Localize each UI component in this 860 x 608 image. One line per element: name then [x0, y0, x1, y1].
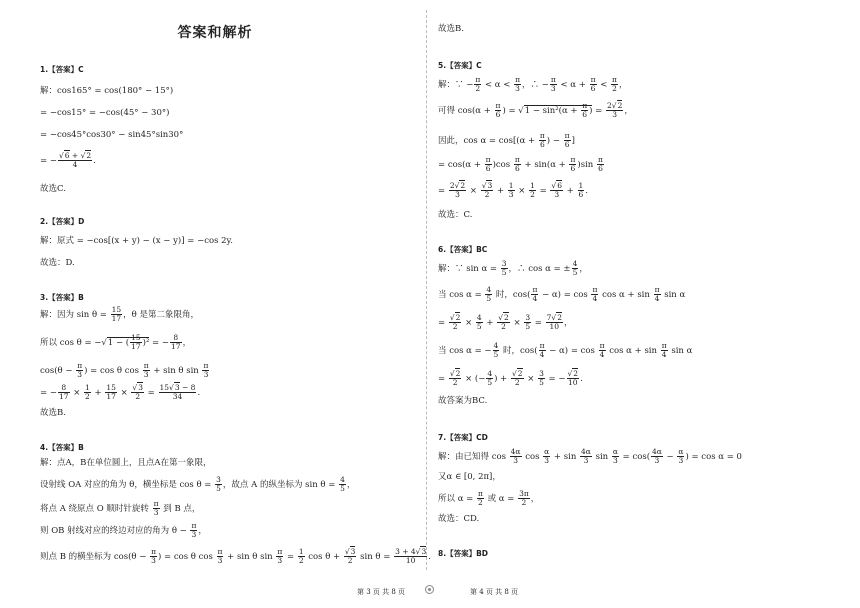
solution-line: 则 OB 射线对应的终边对应的角为 θ − $\frac{\pi}{3}$ ，: [40, 521, 207, 539]
solution-line: = −cos15° = −cos(45° − 30°): [40, 108, 170, 118]
solution-line: = − $\frac{√6 + √2}{4}$ .: [40, 151, 96, 169]
answer-heading: 5.【答案】C: [438, 61, 482, 70]
solution-line: 解：因为 sin θ = $\frac{15}{17}$ ，θ 是第二象限角，: [40, 305, 199, 323]
solution-line: = $\frac{√2}{2}$ × $\frac{4}{5}$ + $\frac{√2}{2}$ × $\frac{3}{5}$ = $\frac{7√2}{10}$ ，: [438, 313, 573, 331]
page-divider: [426, 10, 428, 570]
solution-line: 解：∵ − $\frac{\pi}{2}$ < α < $\frac{\pi}{3}$ ，∴ − $\frac{\pi}{3}$ < α + $\frac{\pi}{6}$ < $\frac{\pi}{2}$ ，: [438, 75, 628, 93]
solution-line: cos(θ − $\frac{\pi}{3}$ ) = cos θ cos $\frac{\pi}{3}$ + sin θ sin $\frac{\pi}{3}$: [40, 361, 209, 379]
solution-line: = −cos45°cos30° − sin45°sin30°: [40, 130, 184, 140]
solution-line: 所以 α = $\frac{\pi}{2}$ 或 α = $\frac{3\pi}{2}$ ，: [438, 489, 540, 507]
solution-line: = $\frac{2√2}{3}$ × $\frac{√3}{2}$ + $\frac{1}{3}$ × $\frac{1}{2}$ = $\frac{√6}{3}$ + $\frac{1}{6}$ .: [438, 181, 588, 199]
solution-line: 故选：D.: [40, 258, 75, 268]
solution-line: 故答案为BC.: [438, 396, 488, 406]
answer-heading: 1.【答案】C: [40, 65, 84, 74]
answer-heading: 8.【答案】BD: [438, 549, 489, 558]
solution-line: 因此，cos α = cos[(α + $\frac{\pi}{6}$ ) − $\frac{\pi}{6}$ ]: [438, 131, 575, 149]
solution-line: = − $\frac{8}{17}$ × $\frac{1}{2}$ + $\frac{15}{17}$ × $\frac{√3}{2}$ = $\frac{15√3 - 8}{34}$ .: [40, 383, 201, 401]
solution-line: 故选B.: [40, 408, 66, 418]
solution-line: 解：cos165° = cos(180° − 15°): [40, 86, 174, 96]
solution-line: 当 cos α = − $\frac{4}{5}$ 时，cos( $\frac{\pi}{4}$ − α) = cos $\frac{\pi}{4}$ cos α + sin $\frac{\pi}{4}$ sin α: [438, 341, 693, 359]
solution-line: 又α ∈ [0, 2π]，: [438, 472, 501, 482]
footer-page-right: 第 4 页 共 8 页: [470, 588, 519, 596]
page-center-marker-icon: [425, 585, 434, 594]
footer-page-left: 第 3 页 共 8 页: [357, 588, 406, 596]
solution-line: 故选：C.: [438, 210, 473, 220]
solution-line: 故选：CD.: [438, 514, 480, 524]
answer-heading: 3.【答案】B: [40, 293, 84, 302]
answer-heading: 6.【答案】BC: [438, 245, 488, 254]
answer-heading: 2.【答案】D: [40, 217, 85, 226]
solution-line: 可得 cos(α + $\frac{\pi}{6}$ ) = √1 − sin²(α + $\frac{\pi}{6}$ ) = $\frac{2√2}{3}$ ，: [438, 101, 633, 119]
solution-line: 故选B.: [438, 24, 464, 34]
solution-line: 解：由已知得 cos $\frac{4\alpha}{3}$ cos $\frac{\alpha}{3}$ + sin $\frac{4\alpha}{3}$ sin $\frac{\alpha}{3}$ = cos( $\frac{4\alpha}{3}$ − $\frac{\alpha}{3}$ ) = cos α = 0: [438, 447, 742, 465]
solution-line: = $\frac{√2}{2}$ × (− $\frac{4}{5}$ ) + $\frac{√2}{2}$ × $\frac{3}{5}$ = − $\frac{√2}{10}$ .: [438, 369, 583, 387]
solution-line: 解：∵ sin α = $\frac{3}{5}$ ，∴ cos α = ± $\frac{4}{5}$ ，: [438, 259, 588, 277]
solution-line: 当 cos α = $\frac{4}{5}$ 时，cos( $\frac{\pi}{4}$ − α) = cos $\frac{\pi}{4}$ cos α + sin $\frac{\pi}{4}$ sin α: [438, 285, 686, 303]
solution-line: 故选C.: [40, 184, 66, 194]
solution-line: 所以 cos θ = −√1 − ( $\frac{15}{17}$ )² = − $\frac{8}{17}$ ，: [40, 333, 192, 351]
solution-line: 将点 A 绕原点 O 顺时针旋转 $\frac{\pi}{3}$ 到 B 点，: [40, 499, 201, 517]
solution-line: 解：点A，B在单位圆上，且点A在第一象限，: [40, 458, 212, 468]
right-page: [430, 0, 860, 608]
solution-line: = cos(α + $\frac{\pi}{6}$ )cos $\frac{\pi}{6}$ + sin(α + $\frac{\pi}{6}$ )sin $\frac{\pi}{6}$: [438, 155, 603, 173]
document-title: 答案和解析: [177, 25, 253, 41]
solution-line: 则点 B 的横坐标为 cos(θ − $\frac{\pi}{3}$ ) = cos θ cos $\frac{\pi}{3}$ + sin θ sin $\frac{\pi}{3}$ = $\frac{1}{2}$ cos θ + $\frac{√3}{2}$ sin θ = $\frac{3 + 4√3}{10}$ .: [40, 547, 431, 565]
answer-heading: 7.【答案】CD: [438, 433, 488, 442]
solution-line: 设射线 OA 对应的角为 θ，横坐标是 cos θ = $\frac{3}{5}$ ，故点 A 的纵坐标为 sin θ = $\frac{4}{5}$ ，: [40, 475, 356, 493]
answer-heading: 4.【答案】B: [40, 443, 84, 452]
solution-line: 解：原式 = −cos[(x + y) − (x − y)] = −cos 2y.: [40, 236, 233, 246]
